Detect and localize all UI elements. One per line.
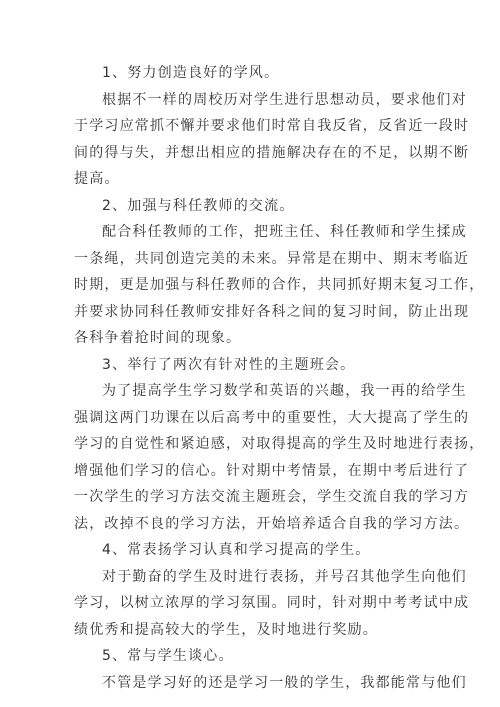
section-2-line-5: 各科争着抢时间的现象。 <box>74 330 242 346</box>
section-3-line-1: 为了提高学生学习数学和英语的兴趣，我一再的给学生 <box>102 383 467 399</box>
section-3-heading: 3、举行了两次有针对性的主题班会。 <box>102 356 356 373</box>
section-1-line-1: 根据不一样的周校历对学生进行思想动员，要求他们对 <box>102 91 467 108</box>
section-1-line-3: 间的得与失，并想出相应的措施解决存在的不足，以期不断 <box>74 144 470 161</box>
section-3-line-4: 增强他们学习的信心。针对期中考情景，在期中考后进行了 <box>74 462 470 479</box>
section-1-line-2: 于学习应常抓不懈并要求他们时常自我反省，反省近一段时 <box>74 118 470 134</box>
section-2-line-3: 时期，更是加强与科任教师的合作，共同抓好期末复习工作， <box>74 277 485 293</box>
section-3-line-2: 强调这两门功课在以后高考中的重要性，大大提高了学生的 <box>74 409 470 426</box>
section-1-line-4: 提高。 <box>74 171 120 187</box>
section-3-line-5: 一次学生的学习方法交流主题班会，学生交流自我的学习方 <box>74 489 470 505</box>
section-2-line-2: 一条绳，共同创造完美的未来。异常是在期中、期末考临近 <box>74 250 470 267</box>
section-1-heading: 1、努力创造良好的学风。 <box>102 65 280 81</box>
section-4-line-1: 对于勤奋的学生及时进行表扬，并号召其他学生向他们 <box>102 568 467 585</box>
section-3-line-6: 法，改掉不良的学习方法，开始培养适合自我的学习方法。 <box>74 515 470 532</box>
section-4-heading: 4、常表扬学习认真和学习提高的学生。 <box>102 542 371 558</box>
section-5-line-1: 不管是学习好的还是学习一般的学生，我都能常与他们 <box>102 674 467 691</box>
section-2-heading: 2、加强与科任教师的交流。 <box>102 197 295 214</box>
section-2-line-1: 配合科任教师的工作，把班主任、科任教师和学生揉成 <box>102 224 467 240</box>
section-4-line-3: 绩优秀和提高较大的学生，及时地进行奖励。 <box>74 621 378 638</box>
section-5-heading: 5、常与学生谈心。 <box>102 648 234 664</box>
section-4-line-2: 学习，以树立浓厚的学习氛围。同时，针对期中考考试中成 <box>74 595 470 611</box>
section-3-line-3: 学习的自觉性和紧迫感，对取得提高的学生及时地进行表扬， <box>74 436 485 452</box>
top-margin <box>74 0 426 60</box>
section-2-line-4: 并要求协同科任教师安排好各科之间的复习时间，防止出现 <box>74 303 470 320</box>
document-page <box>74 0 485 696</box>
